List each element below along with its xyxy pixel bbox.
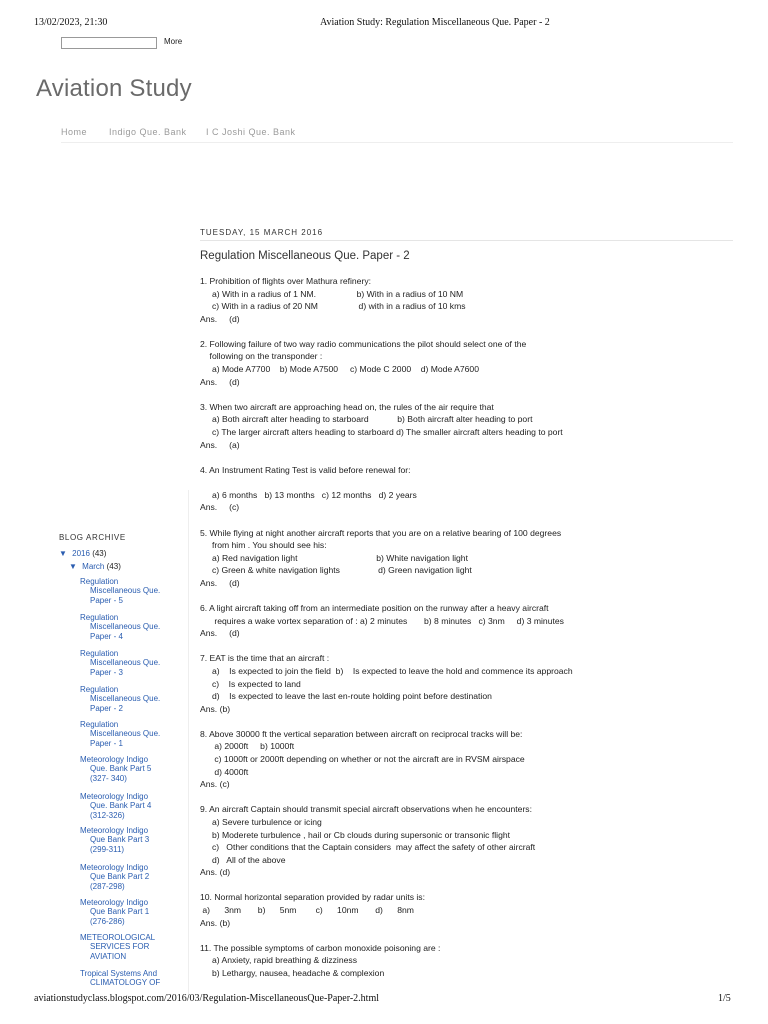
nav-ic-joshi-que-bank[interactable]: I C Joshi Que. Bank xyxy=(206,127,296,137)
archive-post-link[interactable] xyxy=(80,826,180,854)
nav-home[interactable]: Home xyxy=(61,127,88,137)
post-line: c) Is expected to land xyxy=(200,678,301,689)
post-line: 9. An aircraft Captain should transmit special aircraft observations when he encounters: xyxy=(200,804,532,815)
archive-post-link-line: Regulation xyxy=(80,649,119,658)
archive-post-link-line: AVIATION xyxy=(90,951,127,961)
post-line: 10. Normal horizontal separation provided by radar units is: xyxy=(200,892,425,903)
archive-post-link-line: SERVICES FOR xyxy=(90,942,150,952)
archive-post-link-line: Paper - 4 xyxy=(90,631,123,641)
more-link[interactable]: More xyxy=(164,37,183,46)
date-divider xyxy=(200,240,733,241)
archive-post-link[interactable] xyxy=(80,969,180,988)
post-date: TUESDAY, 15 MARCH 2016 xyxy=(200,228,324,237)
archive-post-link[interactable] xyxy=(80,720,180,748)
archive-post-link-line: Paper - 1 xyxy=(90,738,123,748)
post-line: a) Anxiety, rapid breathing & dizziness xyxy=(200,955,357,966)
post-line: Ans. (a) xyxy=(200,439,240,450)
post-line: c) 1000ft or 2000ft depending on whether or not the aircraft are in RVSM airspace xyxy=(200,754,525,765)
archive-post-link-line: Que. Bank Part 5 xyxy=(90,764,152,774)
archive-post-link-line: Miscellaneous Que. xyxy=(90,694,161,704)
archive-month-link[interactable]: March xyxy=(82,562,105,571)
archive-post-link-line: (327- 340) xyxy=(90,773,127,783)
post-line: a) Severe turbulence or icing xyxy=(200,816,322,827)
archive-post-link-line: Miscellaneous Que. xyxy=(90,658,161,668)
archive-post-link-line: (276-286) xyxy=(90,916,125,926)
archive-year-link[interactable]: 2016 xyxy=(72,549,90,558)
search-input[interactable] xyxy=(61,37,157,49)
post-title[interactable]: Regulation Miscellaneous Que. Paper - 2 xyxy=(200,250,410,262)
archive-post-link-line: Que Bank Part 3 xyxy=(90,835,150,845)
archive-post-link[interactable] xyxy=(80,577,180,605)
archive-post-link[interactable] xyxy=(80,685,180,713)
archive-post-link[interactable] xyxy=(80,792,180,820)
archive-month[interactable] xyxy=(69,562,121,572)
post-line: Ans. (b) xyxy=(200,917,231,928)
archive-post-link-line: Meteorology Indigo xyxy=(80,898,149,907)
archive-post-link-line: Que Bank Part 2 xyxy=(90,872,150,882)
archive-post-link-line: Meteorology Indigo xyxy=(80,863,149,872)
archive-post-link-line: Paper - 2 xyxy=(90,703,123,713)
archive-post-link-line: Regulation xyxy=(80,613,119,622)
blog-title[interactable]: Aviation Study xyxy=(36,75,192,102)
print-page-title: Aviation Study: Regulation Miscellaneous Que. Paper - 2 xyxy=(320,17,550,28)
archive-year[interactable] xyxy=(59,549,106,559)
archive-post-link[interactable] xyxy=(80,755,180,783)
nav-indigo-que-bank[interactable]: Indigo Que. Bank xyxy=(109,127,187,137)
archive-post-link-line: (312-326) xyxy=(90,810,125,820)
post-line: 8. Above 30000 ft the vertical separation between aircraft on reciprocal tracks will be: xyxy=(200,728,523,739)
post-line: from him . You should see his: xyxy=(200,540,327,551)
archive-post-link-line: Regulation xyxy=(80,685,119,694)
post-line: b) Lethargy, nausea, headache & complexion xyxy=(200,967,385,978)
post-line: following on the transponder : xyxy=(200,351,323,362)
archive-post-link-line: Regulation xyxy=(80,577,119,586)
triangle-down-icon[interactable]: ▼ xyxy=(69,562,77,571)
print-datetime: 13/02/2023, 21:30 xyxy=(34,17,108,28)
post-line: c) With in a radius of 20 NM d) with in a radius of 10 kms xyxy=(200,301,466,312)
post-line: a) 2000ft b) 1000ft xyxy=(200,741,295,752)
archive-post-link[interactable] xyxy=(80,898,180,926)
archive-year-count: (43) xyxy=(92,549,107,558)
post-line: a) 3nm b) 5nm c) 10nm d) 8nm xyxy=(200,905,414,915)
archive-post-link-line: Que Bank Part 1 xyxy=(90,907,150,917)
post-line: a) Is expected to join the field b) Is expected to leave the hold and commence its approach xyxy=(200,665,573,676)
blog-archive-title: BLOG ARCHIVE xyxy=(59,533,126,542)
post-line: requires a wake vortex separation of : a) 2 minutes b) 8 minutes c) 3nm d) 3 minutes xyxy=(200,615,564,626)
post-line: a) 6 months b) 13 months c) 12 months d) 2 years xyxy=(200,489,417,500)
post-line: c) Other conditions that the Captain considers may affect the safety of other aircraft xyxy=(200,842,536,853)
archive-post-link-line: Que. Bank Part 4 xyxy=(90,801,152,811)
archive-post-link-line: Meteorology Indigo xyxy=(80,826,149,835)
post-line: Ans. (d) xyxy=(200,577,240,588)
triangle-down-icon[interactable]: ▼ xyxy=(59,549,67,558)
post-line: 1. Prohibition of flights over Mathura refinery: xyxy=(200,276,372,286)
archive-post-link[interactable] xyxy=(80,613,180,641)
post-line: b) Moderete turbulence , hail or Cb clouds during supersonic or transonic flight xyxy=(200,829,511,840)
print-url: aviationstudyclass.blogspot.com/2016/03/Regulation-MiscellaneousQue-Paper-2.html xyxy=(34,993,380,1004)
post-line: d) Is expected to leave the last en-route holding point before destination xyxy=(200,691,492,702)
archive-post-link-line: Miscellaneous Que. xyxy=(90,586,161,596)
post-line: Ans. (d) xyxy=(200,313,240,324)
archive-post-link[interactable] xyxy=(80,649,180,677)
archive-post-link-line: Paper - 5 xyxy=(90,595,123,605)
post-line: a) Red navigation light b) White navigation light xyxy=(200,552,468,563)
post-line: a) Mode A7700 b) Mode A7500 c) Mode C 2000 d) Mode A7600 xyxy=(200,364,479,375)
post-line: 4. An Instrument Rating Test is valid before renewal for: xyxy=(200,464,411,475)
archive-post-link-line: Regulation xyxy=(80,720,119,729)
post-line: Ans. (c) xyxy=(200,779,230,790)
post-line: Ans. (d) xyxy=(200,867,231,878)
post-line: d) 4000ft xyxy=(200,766,249,777)
archive-post-link[interactable] xyxy=(80,933,180,961)
post-line: Ans. (d) xyxy=(200,376,240,387)
post-line: 11. The possible symptoms of carbon monoxide poisoning are : xyxy=(200,942,441,953)
archive-post-link-line: Meteorology Indigo xyxy=(80,792,149,801)
print-page-number: 1/5 xyxy=(718,993,731,1004)
archive-post-link-line: Meteorology Indigo xyxy=(80,755,149,764)
post-line: c) Green & white navigation lights d) Green navigation light xyxy=(200,565,472,576)
archive-post-link-line: (299-311) xyxy=(90,844,125,854)
post-line: c) The larger aircraft alters heading to starboard d) The smaller aircraft alters heading to port xyxy=(200,426,563,437)
post-line: Ans. (c) xyxy=(200,502,240,513)
post-line: d) All of the above xyxy=(200,854,286,865)
archive-post-link-line: Miscellaneous Que. xyxy=(90,729,161,739)
post-line: a) Both aircraft alter heading to starboard b) Both aircraft alter heading to port xyxy=(200,414,533,425)
post-line: 3. When two aircraft are approaching head on, the rules of the air require that xyxy=(200,401,494,412)
post-line: Ans. (d) xyxy=(200,628,240,639)
archive-post-link-line: METEOROLOGICAL xyxy=(80,933,156,942)
post-line: 2. Following failure of two way radio communications the pilot should select one of the xyxy=(200,338,527,349)
archive-post-link[interactable] xyxy=(80,863,180,891)
archive-post-link-line: CLIMATOLOGY OF xyxy=(90,978,161,988)
post-line: 7. EAT is the time that an aircraft : xyxy=(200,653,330,664)
column-divider xyxy=(188,490,189,1000)
nav-divider xyxy=(61,142,733,143)
archive-post-link-line: (287-298) xyxy=(90,881,125,891)
archive-post-link-line: Miscellaneous Que. xyxy=(90,622,161,632)
post-line: 5. While flying at night another aircraft reports that you are on a relative bearing of 100 degrees xyxy=(200,527,562,538)
post-line: Ans. (b) xyxy=(200,703,231,714)
archive-month-count: (43) xyxy=(106,562,121,571)
archive-post-link-line: Tropical Systems And xyxy=(80,969,158,978)
post-line: a) With in a radius of 1 NM. b) With in a radius of 10 NM xyxy=(200,288,464,299)
archive-post-link-line: Paper - 3 xyxy=(90,667,123,677)
post-line: 6. A light aircraft taking off from an intermediate position on the runway after a heavy aircraft xyxy=(200,603,549,614)
